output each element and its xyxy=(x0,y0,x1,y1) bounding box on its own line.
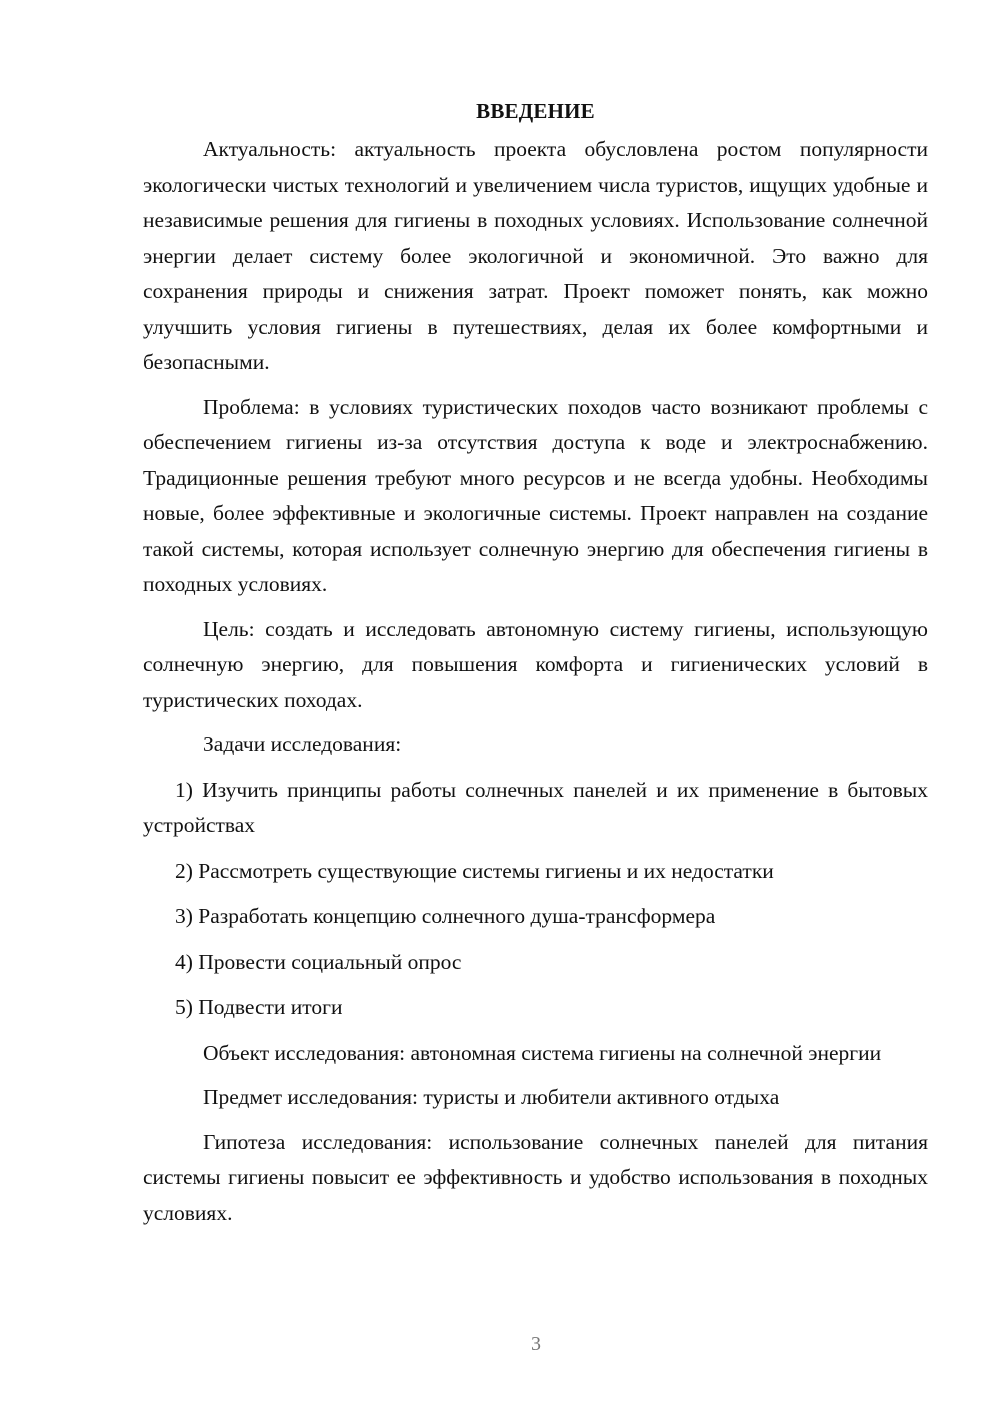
document-page xyxy=(143,96,928,1240)
object-paragraph: Объект исследования: автономная система гигиены на солнечной энергии xyxy=(203,1040,882,1065)
problem-paragraph: Проблема: в условиях туристических походов часто возникают проблемы с обеспечением гигиены из-за отсутствия доступа к воде и электроснабжению. Традиционные решения требуют много ресурсов и не всегда удобны. Необходимы новые, более эффективные и экологичные системы. Проект направлен на создание такой системы, которая использует солнечную энергию для обеспечения гигиены в походных условиях. xyxy=(143,394,928,596)
goal-paragraph: Цель: создать и исследовать автономную систему гигиены, использующую солнечную энергию, для повышения комфорта и гигиенических условий в туристических походах. xyxy=(143,616,928,712)
task-item: 2) Рассмотреть существующие системы гигиены и их недостатки xyxy=(175,858,774,883)
tasks-list xyxy=(143,773,928,1026)
page-number: 3 xyxy=(531,1333,541,1355)
tasks-heading: Задачи исследования: xyxy=(203,732,402,756)
relevance-paragraph: Актуальность: актуальность проекта обусловлена ростом популярности экологически чистых технологий и увеличением числа туристов, ищущих удобные и независимые решения для гигиены в походных условиях. Использование солнечной энергии делает систему более экологичной и экономичной. Это важно для сохранения природы и снижения затрат. Проект поможет понять, как можно улучшить условия гигиены в путешествиях, делая их более комфортными и безопасными. xyxy=(143,137,928,374)
task-item: 4) Провести социальный опрос xyxy=(175,949,462,974)
task-item: 1) Изучить принципы работы солнечных панелей и их применение в бытовых устройствах xyxy=(143,777,928,837)
hypothesis-paragraph: Гипотеза исследования: использование солнечных панелей для питания системы гигиены повысит ее эффективность и удобство использования в походных условиях. xyxy=(143,1129,928,1225)
subject-paragraph: Предмет исследования: туристы и любители активного отдыха xyxy=(203,1085,780,1109)
task-item: 5) Подвести итоги xyxy=(175,995,343,1019)
page-title: ВВЕДЕНИЕ xyxy=(476,99,595,123)
task-item: 3) Разработать концепцию солнечного душа-трансформера xyxy=(175,904,716,928)
